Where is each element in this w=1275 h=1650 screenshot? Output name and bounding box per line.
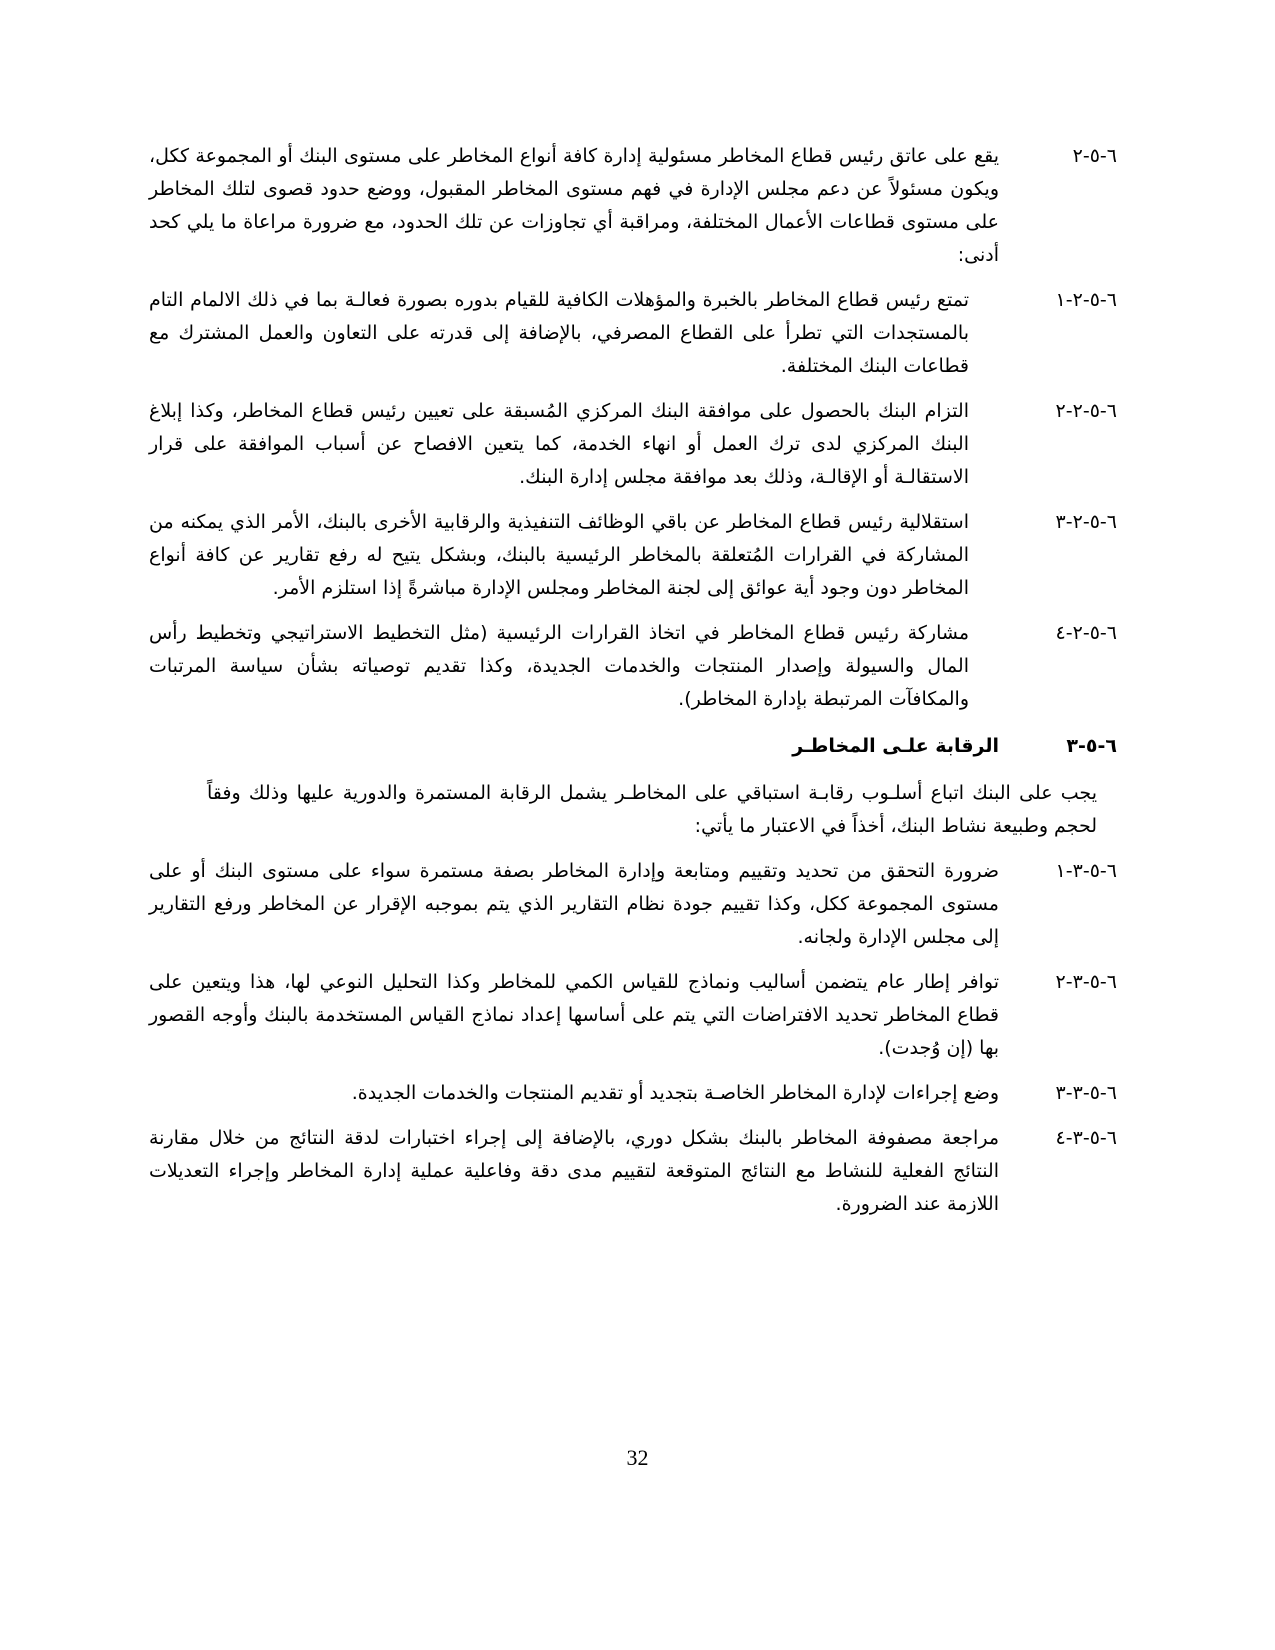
section-title: الرقابة علـى المخاطـر [792,735,999,757]
clause-number: ٦-٥-٣-٤ [1055,1127,1117,1149]
clause-text: وضع إجراءات لإدارة المخاطر الخاصـة بتجديد أو تقديم المنتجات والخدمات الجديدة. [351,1082,999,1104]
section-intro: يجب على البنك اتباع أسلـوب رقابـة استباقي على المخاطـر يشمل الرقابة المستمرة والدورية عليها وذلك وفقاً لحجم وطبيعة نشاط البنك، أخذاً في الاعتبار ما يأتي: [207,782,1097,837]
clause-6-5-3-3 [0,1077,1117,1110]
clause-6-5-2-4 [0,617,1117,716]
clause-text: ضرورة التحقق من تحديد وتقييم ومتابعة وإدارة المخاطر بصفة مستمرة سواء على مستوى البنك أو على مستوى المجموعة ككل، وكذا تقييم جودة نظام التقارير الذي يتم بموجبه الإقرار عن المخاطر ورفع التقارير إلى مجلس الإدارة ولجانه. [149,860,999,948]
clause-number: ٦-٥-٢-١ [1055,289,1117,311]
clause-number: ٦-٥-٣-١ [1055,860,1117,882]
clause-text: يقع على عاتق رئيس قطاع المخاطر مسئولية إدارة كافة أنواع المخاطر على مستوى البنك أو المجموعة ككل، ويكون مسئولاً عن دعم مجلس الإدارة في فهم مستوى المخاطر المقبول، ووضع حدود قصوى لتلك المخاطر على مستوى قطاعات الأعمال المختلفة، ومراقبة أي تجاوزات عن تلك الحدود، مع ضرورة مراعاة ما يلي كحد أدنى: [149,145,999,266]
clause-text: توافر إطار عام يتضمن أساليب ونماذج للقياس الكمي للمخاطر وكذا التحليل النوعي لها، هذا ويتعين على قطاع المخاطر تحديد الافتراضات التي يتم على أساسها إعداد نماذج القياس المستخدمة بالبنك وأوجه القصور بها (إن وُجدت). [149,971,999,1059]
clause-text: مراجعة مصفوفة المخاطر بالبنك بشكل دوري، بالإضافة إلى إجراء اختبارات لدقة النتائج من خلال مقارنة النتائج الفعلية للنشاط مع النتائج المتوقعة لتقييم مدى دقة وفاعلية عملية إدارة المخاطر وإجراء التعديلات اللازمة عند الضرورة. [149,1127,999,1215]
section-heading [0,730,1117,763]
clause-6-5-2-2 [0,395,1117,494]
clause-number: ٦-٥-٣-٣ [1055,1082,1117,1104]
clause-number: ٦-٥-٣-٢ [1055,971,1117,993]
page-number: 32 [626,1445,649,1470]
clause-6-5-3-1 [0,855,1117,954]
clause-6-5-2 [0,140,1117,272]
clause-6-5-2-3 [0,506,1117,605]
clause-number: ٦-٥-٢ [1072,145,1117,167]
section-number: ٦-٥-٣ [1066,735,1117,757]
clause-number: ٦-٥-٢-٢ [1055,400,1117,422]
clause-text: التزام البنك بالحصول على موافقة البنك المركزي المُسبقة على تعيين رئيس قطاع المخاطر، وكذا إبلاغ البنك المركزي لدى ترك العمل أو انهاء الخدمة، كما يتعين الافصاح عن أسباب الموافقة على قرار الاستقالـة أو الإقالـة، وذلك بعد موافقة مجلس إدارة البنك. [149,400,969,488]
clause-number: ٦-٥-٢-٣ [1055,511,1117,533]
clause-6-5-3-4 [0,1122,1117,1221]
clause-text: مشاركة رئيس قطاع المخاطر في اتخاذ القرارات الرئيسية (مثل التخطيط الاستراتيجي وتخطيط رأس المال والسيولة وإصدار المنتجات والخدمات الجديدة، وكذا تقديم توصياته بشأن سياسة المرتبات والمكافآت المرتبطة بإدارة المخاطر). [149,622,969,710]
page-content [0,140,1275,1233]
clause-6-5-3-2 [0,966,1117,1065]
clause-text: تمتع رئيس قطاع المخاطر بالخبرة والمؤهلات الكافية للقيام بدوره بصورة فعالـة بما في ذلك الالمام التام بالمستجدات التي تطرأ على القطاع المصرفي، بالإضافة إلى قدرته على التعاون والعمل المشترك مع قطاعات البنك المختلفة. [149,289,969,377]
clause-text: استقلالية رئيس قطاع المخاطر عن باقي الوظائف التنفيذية والرقابية الأخرى بالبنك، الأمر الذي يمكنه من المشاركة في القرارات المُتعلقة بالمخاطر الرئيسية بالبنك، وبشكل يتيح له رفع تقارير عن كافة أنواع المخاطر دون وجود أية عوائق إلى لجنة المخاطر ومجلس الإدارة مباشرةً إذا استلزم الأمر. [149,511,969,599]
clause-number: ٦-٥-٢-٤ [1055,622,1117,644]
clause-6-5-2-1 [0,284,1117,383]
